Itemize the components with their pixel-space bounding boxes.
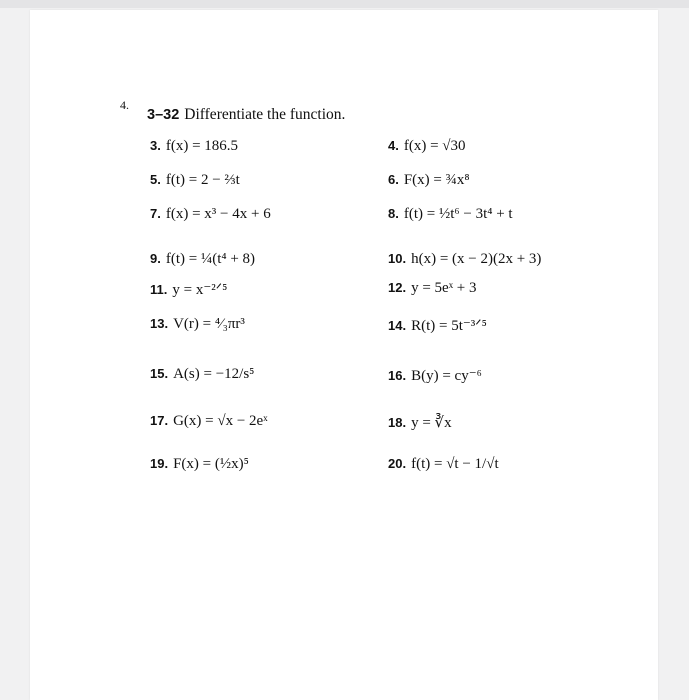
problem-11 <box>150 280 227 299</box>
problem-17 <box>150 413 268 430</box>
problem-expression: f(t) = ½t⁶ − 3t⁴ + t <box>403 206 513 222</box>
problem-number: 18. <box>388 415 407 430</box>
problem-number: 4. <box>388 138 399 153</box>
top-strip <box>0 0 689 8</box>
problem-expression: B(y) = cy⁻⁶ <box>411 368 482 384</box>
problem-13 <box>150 316 245 333</box>
problem-16 <box>388 366 482 385</box>
problem-expression: y = 5eˣ + 3 <box>411 280 477 296</box>
question-number: 4. <box>120 98 129 112</box>
problem-expression: y = x⁻²ᐟ⁵ <box>172 282 228 298</box>
problem-expression: f(x) = √30 <box>403 138 466 154</box>
problem-number: 8. <box>388 206 399 221</box>
problem-number: 7. <box>150 206 161 221</box>
section-heading <box>147 106 345 124</box>
problem-6 <box>388 172 470 189</box>
problem-expression: F(x) = ¾x⁸ <box>403 172 470 188</box>
problem-7 <box>150 206 271 223</box>
problem-9 <box>150 251 255 268</box>
problem-12 <box>388 280 477 297</box>
problem-18 <box>388 413 452 432</box>
problem-expression: G(x) = √x − 2eˣ <box>173 413 268 429</box>
problem-number: 17. <box>150 413 169 428</box>
problem-14 <box>388 316 487 335</box>
problem-expression: f(x) = x³ − 4x + 6 <box>165 206 271 222</box>
problem-number: 16. <box>388 368 407 383</box>
problem-number: 10. <box>388 251 407 266</box>
problem-expression: F(x) = (½x)⁵ <box>173 456 249 472</box>
problem-number: 6. <box>388 172 399 187</box>
problem-number: 20. <box>388 456 407 471</box>
problem-expression: f(t) = ¼(t⁴ + 8) <box>165 251 256 267</box>
problem-number: 14. <box>388 318 407 333</box>
problem-expression: f(x) = 186.5 <box>165 138 239 154</box>
problem-15 <box>150 366 254 383</box>
problem-4 <box>388 138 466 155</box>
instruction-text: Differentiate the function. <box>184 106 346 123</box>
problem-number: 19. <box>150 456 169 471</box>
problem-3 <box>150 138 238 155</box>
problem-number: 9. <box>150 251 161 266</box>
problem-expression: V(r) = ⁴⁄₃πr³ <box>173 316 245 332</box>
problem-19 <box>150 456 249 473</box>
problem-expression: R(t) = 5t⁻³ᐟ⁵ <box>411 318 487 334</box>
problem-expression: h(x) = (x − 2)(2x + 3) <box>411 251 542 267</box>
problem-number: 3. <box>150 138 161 153</box>
problem-5 <box>150 172 240 189</box>
problem-number: 11. <box>150 282 168 297</box>
problem-expression: f(t) = √t − 1/√t <box>411 456 499 472</box>
problem-number: 12. <box>388 280 407 295</box>
problem-expression: f(t) = 2 − ⅔t <box>165 172 240 188</box>
problem-8 <box>388 206 513 223</box>
problem-expression: A(s) = −12/s⁵ <box>173 366 255 382</box>
problem-20 <box>388 456 499 473</box>
problem-expression: y = ∛x <box>411 415 452 431</box>
problem-10 <box>388 251 541 268</box>
problem-number: 15. <box>150 366 169 381</box>
exercise-range: 3–32 <box>147 107 180 123</box>
problem-number: 13. <box>150 316 169 331</box>
problem-number: 5. <box>150 172 161 187</box>
